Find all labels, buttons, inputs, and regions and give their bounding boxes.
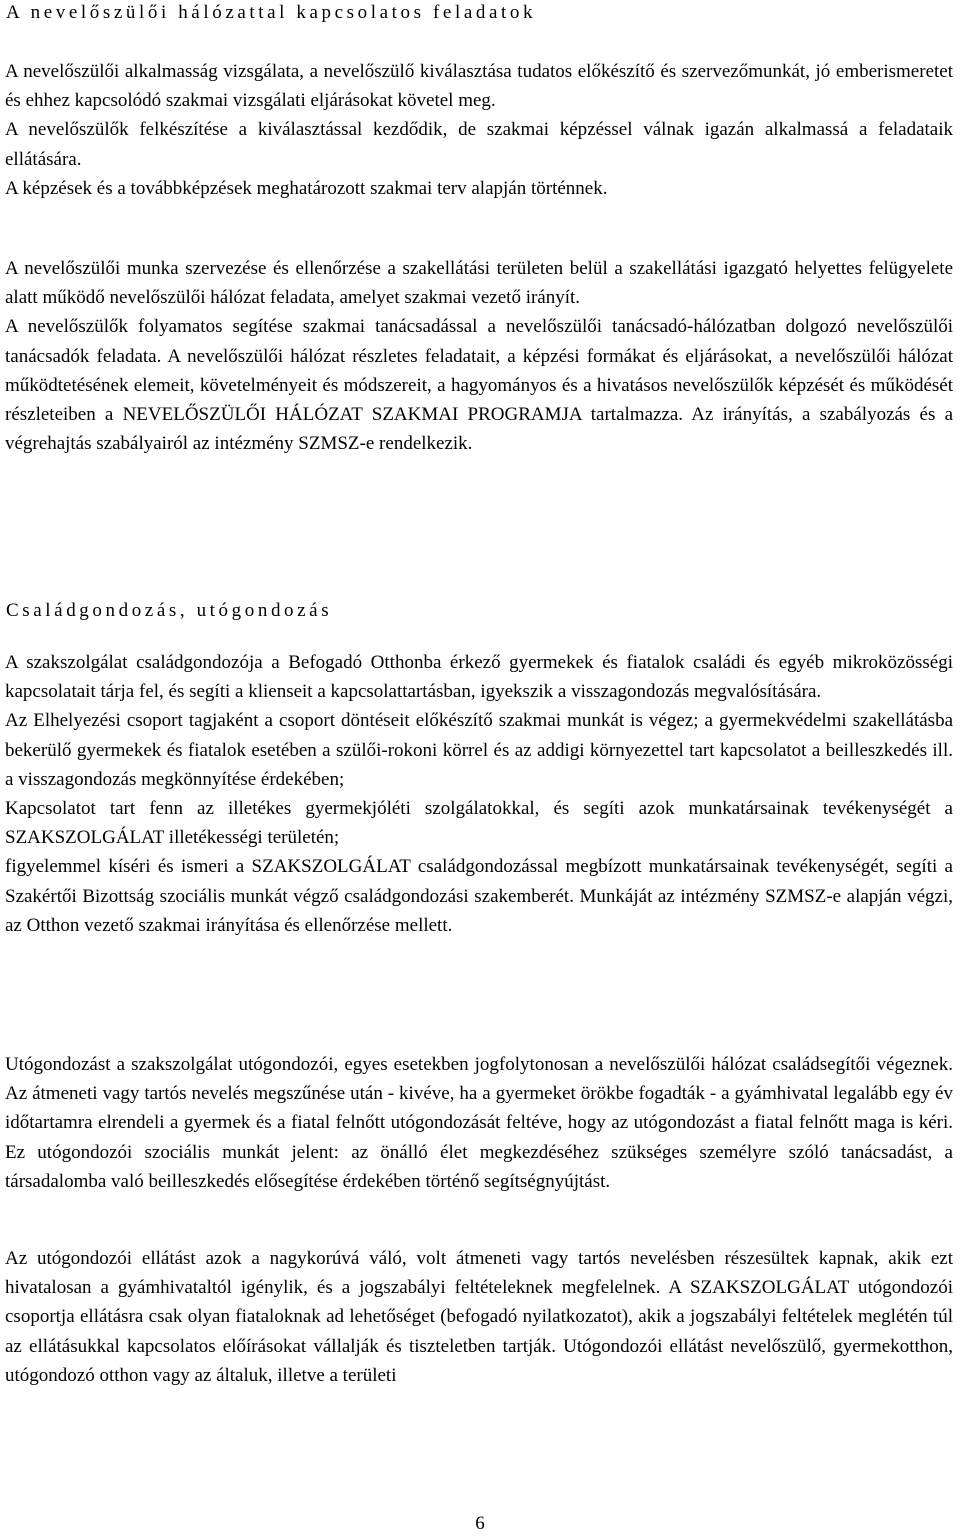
paragraph: Kapcsolatot tart fenn az illetékes gyermekjóléti szolgálatokkal, és segíti azok munkatársainak tevékenységét a SZAKSZOLGÁLAT illetékességi területén; bbox=[5, 798, 953, 849]
paragraph: A nevelőszülők folyamatos segítése szakmai tanácsadással a nevelőszülői tanácsadó-hálózatban dolgozó nevelőszülői tanácsadók feladata. A nevelőszülői hálózat részletes feladatait, a képzési formákat és eljárásokat, a nevelőszülői hálózat működtetésének elemeit, követelményeit és módszereit, a hagyományos és a hivatásos nevelőszülők képzését és működését részleteiben a NEVELŐSZÜLŐI HÁLÓZAT SZAKMAI PROGRAMJA tartalmazza. Az irányítás, a szabályozás és a végrehajtás szabályairól az intézmény SZMSZ-e rendelkezik. bbox=[5, 316, 953, 455]
paragraph: A képzések és a továbbképzések meghatározott szakmai terv alapján történnek. bbox=[5, 177, 608, 199]
section-body-aftercare-eligibility bbox=[5, 1244, 953, 1390]
paragraph: A nevelőszülői munka szervezése és ellenőrzése a szakellátási területen belül a szakellátási igazgató helyettes felügyelete alatt működő nevelőszülői hálózat feladata, amelyet szakmai vezető irányít. bbox=[5, 258, 953, 309]
section-heading-foster-network: A nevelőszülői hálózattal kapcsolatos feladatok bbox=[6, 2, 537, 23]
paragraph: Az utógondozói ellátást azok a nagykorúvá váló, volt átmeneti vagy tartós nevelésben részesültek kapnak, akik ezt hivatalosan a gyámhivataltól igénylik, és a jogszabályi feltételeknek megfelelnek. A SZAKSZOLGÁLAT utógondozói csoportja ellátásra csak olyan fiataloknak ad lehetőséget (befogadó nyilatkozatot), akik a jogszabályi feltételek meglétén túl az ellátásukkal kapcsolatos előírásokat vállalják és tiszteletben tartják. Utógondozói ellátást nevelőszülő, gyermekotthon, utógondozó otthon vagy az általuk, illetve a területi bbox=[5, 1248, 953, 1386]
section-heading-family-care: Családgondozás, utógondozás bbox=[6, 600, 333, 621]
page-number: 6 bbox=[475, 1513, 485, 1534]
paragraph: Utógondozást a szakszolgálat utógondozói, egyes esetekben jogfolytonosan a nevelőszülői hálózat családsegítői végeznek. Az átmeneti vagy tartós nevelés megszűnése után - kivéve, ha a gyermeket örökbe fogadták - a gyámhivatal legalább egy év időtartamra elrendeli a gyermek és a fiatal felnőtt utógondozását feltéve, hogy az utógondozást a fiatal felnőtt maga is kéri. Ez utógondozói szociális munkát jelent: az önálló élet megkezdéséhez szükséges személyre szóló tanácsadást, a társadalomba való beilleszkedés elősegítése érdekében történő segítségnyújtást. bbox=[5, 1054, 953, 1192]
section-body-aftercare bbox=[5, 1050, 953, 1196]
paragraph: A nevelőszülők felkészítése a kiválasztással kezdődik, de szakmai képzéssel válnak igazán alkalmassá a feladataik ellátására. bbox=[5, 119, 953, 170]
section-body-family-care bbox=[5, 648, 953, 940]
paragraph: Az Elhelyezési csoport tagjaként a csoport döntéseit előkészítő szakmai munkát is végez; a gyermekvédelmi szakellátásba bekerülő gyermekek és fiatalok esetében a szülői-rokoni körrel és az addigi környezettel tart kapcsolatot a beilleszkedés ill. a visszagondozás megkönnyítése érdekében; bbox=[5, 710, 953, 790]
paragraph: A szakszolgálat családgondozója a Befogadó Otthonba érkező gyermekek és fiatalok családi és egyéb mikroközösségi kapcsolatait tárja fel, és segíti a klienseit a kapcsolattartásban, igyekszik a visszagondozás megvalósítására. bbox=[5, 652, 953, 703]
section-body-foster-network bbox=[5, 57, 953, 203]
paragraph: A nevelőszülői alkalmasság vizsgálata, a nevelőszülő kiválasztása tudatos előkészítő és szervezőmunkát, jó emberismeretet és ehhez kapcsolódó szakmai vizsgálati eljárásokat követel meg. bbox=[5, 61, 953, 112]
paragraph: figyelemmel kíséri és ismeri a SZAKSZOLGÁLAT családgondozással megbízott munkatársainak tevékenységét, segíti a Szakértői Bizottság szociális munkát végző családgondozási szakemberét. Munkáját az intézmény SZMSZ-e alapján végzi, az Otthon vezető szakmai irányítása és ellenőrzése mellett. bbox=[5, 856, 953, 936]
section-body-foster-network-organization bbox=[5, 254, 953, 458]
